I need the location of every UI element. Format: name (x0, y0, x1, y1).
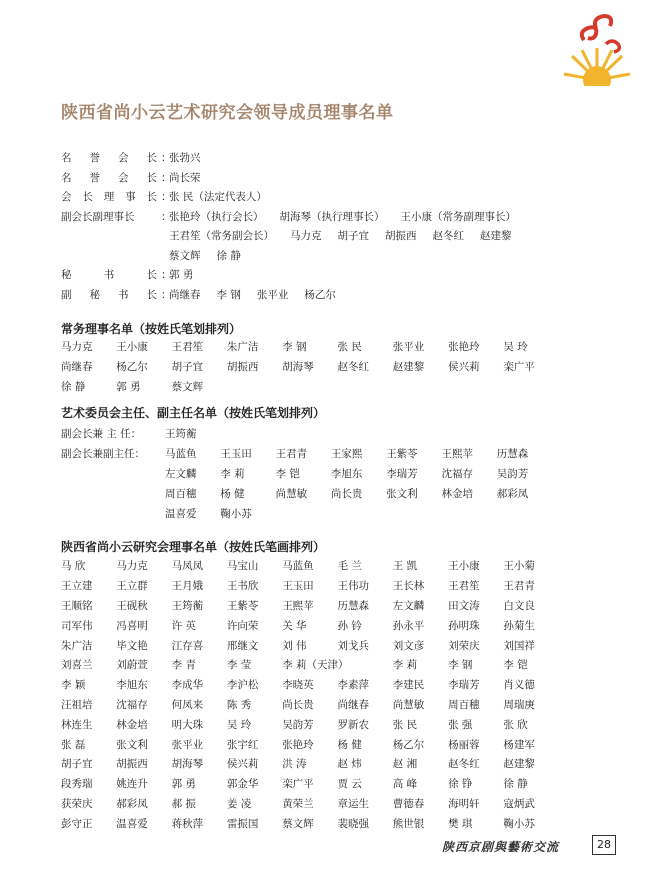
person-name: 张艳玲 (448, 341, 480, 354)
person-name: 许 英 (171, 619, 196, 632)
name-row (61, 377, 559, 397)
leadership-row (61, 226, 581, 246)
person-name: 张 民（法定代表人） (169, 191, 267, 204)
person-name: 徐 静 (503, 778, 528, 791)
person-name: 张宇红 (226, 738, 259, 751)
person-name: 尚长荣 (169, 171, 201, 184)
person-name: 赵 炜 (337, 758, 362, 771)
person-name: 李 莉 (392, 659, 418, 672)
page-title: 陕西省尚小云艺术研究会领导成员理事名单 (61, 103, 394, 123)
person-name: 周百穗 (448, 698, 480, 711)
standing-council-list (61, 337, 559, 396)
name-row (61, 714, 559, 734)
person-name: 李 铠 (275, 467, 300, 480)
leadership-row (61, 285, 581, 305)
label-char: 秘 (89, 288, 100, 301)
person-name: 栾广平 (282, 778, 314, 791)
name-row (61, 754, 559, 774)
person-name: 王顺铭 (61, 599, 93, 612)
label-char: 会 (61, 191, 72, 204)
person-name: 张艳玲 (282, 738, 314, 751)
label-char: 长 (146, 152, 157, 165)
person-name: 王君青 (275, 447, 308, 460)
person-name: 沈福存 (441, 467, 473, 480)
person-name: 李成华 (171, 679, 204, 692)
person-name: 杨乙尔 (304, 288, 336, 301)
person-name: 孙永平 (392, 619, 425, 632)
person-name: 郭金华 (226, 778, 259, 791)
person-name: 王伟功 (337, 580, 369, 593)
person-name: 曹德春 (392, 797, 425, 810)
person-name: 李瑞芳 (448, 679, 480, 692)
deputy-names (165, 506, 276, 521)
person-name: 王月娥 (171, 580, 204, 593)
person-name: 章运生 (337, 797, 369, 810)
person-name: 刘喜兰 (61, 659, 93, 672)
person-name: 李素萍 (337, 679, 369, 692)
person-name: 段秀瑞 (61, 778, 93, 791)
person-name: 胡振西 (116, 758, 148, 771)
person-name: 胡子宜 (171, 361, 204, 374)
name-row (61, 337, 559, 357)
person-name: 王立建 (61, 580, 93, 593)
person-name: 徐 静 (216, 249, 241, 262)
leadership-label (61, 267, 161, 282)
person-name: 栾广平 (503, 361, 535, 374)
person-name: 张文利 (386, 487, 418, 500)
name-row (61, 556, 559, 576)
person-name: 李 钢 (216, 288, 241, 301)
leadership-label (61, 287, 161, 302)
person-name: 李 青 (171, 659, 196, 672)
colon: ： (161, 171, 172, 184)
person-name: 王君笙（常务副会长） (169, 230, 274, 243)
name-row (61, 774, 559, 794)
person-name: 熊世银 (392, 817, 425, 830)
person-name: 高 峰 (392, 778, 418, 791)
person-name: 侯兴莉 (226, 758, 259, 771)
person-name: 海明轩 (448, 797, 480, 810)
person-name: 胡海琴（执行理事长） (279, 210, 385, 223)
deputy-names (165, 486, 552, 501)
person-name: 尚继春 (169, 288, 201, 301)
person-name: 马力克 (290, 230, 322, 243)
person-name: 左文麟 (392, 599, 425, 612)
leadership-label (61, 189, 161, 204)
person-name: 尚继春 (337, 698, 369, 711)
association-logo (562, 14, 632, 92)
person-name: 赵建黎 (480, 230, 512, 243)
label-char: 名 (61, 152, 72, 165)
label-char: 秘 (61, 269, 72, 282)
label-char: 长 (146, 269, 157, 282)
person-name: 王小康 (448, 560, 480, 573)
name-row (61, 695, 559, 715)
deputy-names (165, 446, 552, 461)
person-name: 周瑞庚 (503, 698, 535, 711)
person-name: 明大珠 (171, 718, 204, 731)
colon: ： (161, 288, 172, 301)
person-name: 历慧森 (337, 599, 369, 612)
director-row (61, 423, 552, 443)
person-name: 李 莹 (226, 659, 252, 672)
leadership-names (169, 287, 352, 302)
deputy-row (61, 443, 552, 463)
person-name: 彭守正 (61, 817, 93, 830)
name-row (61, 734, 559, 754)
deputy-names (165, 466, 552, 481)
person-name: 王筠蘅 (171, 599, 204, 612)
person-name: 李建民 (392, 679, 425, 692)
person-name: 胡振西 (385, 230, 417, 243)
person-name: 左文麟 (165, 467, 197, 480)
person-name: 蒋秋萍 (171, 817, 204, 830)
person-name: 王家熙 (330, 447, 363, 460)
label-char: 长 (146, 288, 157, 301)
leadership-names (169, 150, 217, 165)
label-char: 会 (118, 152, 129, 165)
person-name: 张平业 (392, 341, 425, 354)
person-name: 徐 静 (61, 380, 86, 393)
person-name: 张艳玲（执行会长） (169, 210, 264, 223)
label-char: 誉 (89, 152, 100, 165)
deputy-row (61, 483, 552, 503)
person-name: 白文良 (503, 599, 535, 612)
name-row (61, 635, 559, 655)
person-name: 张 强 (448, 718, 473, 731)
person-name: 孙菊生 (503, 619, 535, 632)
person-name: 刘蔚萱 (116, 659, 148, 672)
person-name: 司军伟 (61, 619, 93, 632)
leadership-row (61, 148, 581, 168)
person-name: 马力克 (116, 560, 148, 573)
person-name: 姜 凌 (226, 797, 252, 810)
name-row (61, 596, 559, 616)
label-char: 事 (125, 191, 136, 204)
person-name: 林金培 (441, 487, 473, 500)
person-name: 罗新农 (337, 718, 369, 731)
person-name: 杨 健 (337, 738, 362, 751)
person-name: 获荣庆 (61, 797, 93, 810)
person-name: 马蓝鱼 (165, 447, 197, 460)
person-name: 吴 玲 (503, 341, 528, 354)
person-name: 李瑞芳 (386, 467, 418, 480)
person-name: 吴 玲 (226, 718, 252, 731)
person-name: 尚慧敏 (275, 487, 308, 500)
person-name: 洪 涛 (282, 758, 307, 771)
leadership-label (61, 150, 161, 165)
person-name: 雷振国 (226, 817, 259, 830)
person-name: 王玉田 (282, 580, 314, 593)
person-name: 王熙苹 (282, 599, 314, 612)
person-name: 王砚秋 (116, 599, 148, 612)
person-name: 马 欣 (61, 560, 86, 573)
person-name: 胡子宜 (61, 758, 93, 771)
person-name: 赵建黎 (392, 361, 425, 374)
person-name: 王君笙 (448, 580, 480, 593)
person-name: 胡海琴 (282, 361, 314, 374)
person-name: 姚连升 (116, 778, 148, 791)
label-char: 誉 (89, 171, 100, 184)
person-name: 刘国祥 (503, 639, 535, 652)
person-name: 孙明珠 (448, 619, 480, 632)
person-name: 胡子宜 (337, 230, 369, 243)
person-name: 王熙苹 (441, 447, 473, 460)
person-name: 张 磊 (61, 738, 86, 751)
deputy-row (61, 503, 552, 523)
colon: ： (161, 269, 172, 282)
person-name: 裴晓强 (337, 817, 369, 830)
person-name: 张文利 (116, 738, 148, 751)
person-name: 徐 铮 (448, 778, 473, 791)
label-char: 副会长副理事长 (61, 210, 135, 223)
person-name: 温喜爱 (165, 507, 197, 520)
person-name: 江存喜 (171, 639, 204, 652)
colon: ： (161, 152, 172, 165)
person-name: 郝彩凤 (116, 797, 148, 810)
label-char: 副 (61, 288, 72, 301)
director-label: 副会长兼 主 任： (61, 427, 142, 440)
leadership-list (61, 148, 581, 304)
label-char: 长 (146, 191, 157, 204)
art-committee-heading: 艺术委员会主任、副主任名单（按姓氏笔划排列） (61, 406, 326, 420)
person-name: 杨建军 (503, 738, 535, 751)
name-row (61, 794, 559, 814)
person-name: 马力克 (61, 341, 93, 354)
person-name: 刘戈兵 (337, 639, 369, 652)
person-name: 马凤凤 (171, 560, 204, 573)
person-name: 何凤来 (171, 698, 204, 711)
name-row (61, 576, 559, 596)
label-char: 书 (103, 269, 115, 282)
person-name: 周百穗 (165, 487, 197, 500)
name-row (61, 655, 559, 675)
person-name: 胡振西 (226, 361, 259, 374)
person-name: 温喜爱 (116, 817, 148, 830)
person-name: 朱广洁 (226, 341, 259, 354)
person-name: 许向荣 (226, 619, 259, 632)
name-row (61, 357, 559, 377)
person-name: 李 莉 (220, 467, 245, 480)
person-name: 李旭东 (330, 467, 363, 480)
person-name: 张勃兴 (169, 152, 201, 165)
person-name: 孙 钤 (337, 619, 362, 632)
leadership-names (169, 209, 532, 224)
person-name: 赵 湘 (392, 758, 418, 771)
leadership-names (169, 228, 528, 243)
person-name: 王筠蘅 (165, 427, 197, 440)
person-name: 毛 兰 (337, 560, 362, 573)
deputy-row (61, 463, 552, 483)
leadership-names (169, 248, 257, 263)
person-name: 王紫苓 (386, 447, 418, 460)
person-name: 刘文彦 (392, 639, 425, 652)
leadership-row (61, 246, 581, 266)
person-name: 杨 健 (220, 487, 245, 500)
person-name: 王紫苓 (226, 599, 259, 612)
label-char: 名 (61, 171, 72, 184)
person-name: 张 欣 (503, 718, 528, 731)
person-name: 刘荣庆 (448, 639, 480, 652)
person-name: 尚继春 (61, 361, 93, 374)
person-name: 张 民 (337, 341, 362, 354)
person-name: 李 莉（天津） (282, 659, 349, 672)
art-committee-list (61, 423, 552, 523)
person-name: 王小菊 (503, 560, 535, 573)
person-name: 沈福存 (116, 698, 148, 711)
person-name: 郭 勇 (171, 778, 196, 791)
leadership-row (61, 207, 581, 227)
person-name: 林金培 (116, 718, 148, 731)
person-name: 肖义德 (503, 679, 535, 692)
person-name: 冯喜明 (116, 619, 148, 632)
person-name: 寇炳武 (503, 797, 535, 810)
person-name: 胡海琴 (171, 758, 204, 771)
council-heading: 陕西省尚小云研究会理事名单（按姓氏笔画排列） (61, 540, 326, 554)
person-name: 吴韵芳 (282, 718, 314, 731)
leadership-label (61, 209, 161, 224)
person-name: 李旭东 (116, 679, 148, 692)
person-name: 郝彩凤 (496, 487, 529, 500)
person-name: 王玉田 (220, 447, 252, 460)
person-name: 刘 伟 (282, 639, 307, 652)
person-name: 关 华 (282, 619, 307, 632)
label-char: 长 (82, 191, 93, 204)
person-name: 张 民 (392, 718, 418, 731)
person-name: 杨乙尔 (116, 361, 148, 374)
person-name: 杨丽蓉 (448, 738, 480, 751)
person-name: 贾 云 (337, 778, 362, 791)
person-name: 李 颖 (61, 679, 86, 692)
standing-council-heading: 常务理事名单（按姓氏笔划排列） (61, 322, 242, 336)
person-name: 张平业 (256, 288, 289, 301)
person-name: 吴韵芳 (496, 467, 529, 480)
journal-name: 陕西京剧與藝術交流 (442, 840, 560, 854)
person-name: 侯兴莉 (448, 361, 480, 374)
person-name: 朱广洁 (61, 639, 93, 652)
person-name: 毕文艳 (116, 639, 148, 652)
person-name: 马宝山 (226, 560, 259, 573)
label-char: 书 (118, 288, 129, 301)
person-name: 李沪松 (226, 679, 259, 692)
person-name: 赵冬红 (448, 758, 480, 771)
person-name: 田文涛 (448, 599, 480, 612)
person-name: 马蓝鱼 (282, 560, 314, 573)
person-name: 汪祖培 (61, 698, 93, 711)
leadership-names (169, 170, 217, 185)
leadership-names (169, 189, 283, 204)
person-name: 赵冬红 (432, 230, 464, 243)
person-name: 蔡文辉 (169, 249, 201, 262)
person-name: 郝 振 (171, 797, 196, 810)
colon: ： (161, 210, 172, 223)
person-name: 李晓英 (282, 679, 314, 692)
person-name: 王小康 (116, 341, 148, 354)
name-row (61, 675, 559, 695)
person-name: 鞠小苏 (220, 507, 252, 520)
label-char: 会 (118, 171, 129, 184)
person-name: 林连生 (61, 718, 93, 731)
person-name: 尚慧敏 (392, 698, 425, 711)
leadership-label (61, 170, 161, 185)
person-name: 蔡文辉 (282, 817, 314, 830)
person-name: 王长林 (392, 580, 425, 593)
person-name: 陈 秀 (226, 698, 252, 711)
person-name: 蔡文辉 (171, 380, 204, 393)
person-name: 郭 勇 (116, 380, 141, 393)
leadership-row (61, 187, 581, 207)
person-name: 赵建黎 (503, 758, 535, 771)
colon: ： (161, 191, 172, 204)
person-name: 李 铠 (503, 659, 528, 672)
person-name: 王小康（常务副理事长） (400, 210, 516, 223)
person-name: 黄荣兰 (282, 797, 314, 810)
name-row (61, 615, 559, 635)
person-name: 王立群 (116, 580, 148, 593)
person-name: 郭 勇 (169, 269, 194, 282)
leadership-row (61, 168, 581, 188)
leadership-names (169, 267, 209, 282)
person-name: 赵冬红 (337, 361, 369, 374)
label-char: 长 (146, 171, 157, 184)
deputy-label: 副会长兼副主任： (61, 447, 145, 460)
person-name: 杨乙尔 (392, 738, 425, 751)
leadership-row (61, 265, 581, 285)
person-name: 樊 琪 (448, 817, 473, 830)
person-name: 王君笙 (171, 341, 204, 354)
person-name: 张平业 (171, 738, 204, 751)
person-name: 鞠小苏 (503, 817, 535, 830)
person-name: 邢继文 (226, 639, 259, 652)
person-name: 尚长贵 (330, 487, 363, 500)
person-name: 王君青 (503, 580, 535, 593)
person-name: 尚长贵 (282, 698, 314, 711)
page-number: 28 (592, 835, 616, 855)
name-row (61, 813, 559, 833)
person-name: 历慧森 (496, 447, 529, 460)
person-name: 王 凯 (392, 560, 418, 573)
label-char: 理 (103, 191, 115, 204)
person-name: 李 钢 (282, 341, 307, 354)
person-name: 李 钢 (448, 659, 473, 672)
person-name: 王书欣 (226, 580, 259, 593)
council-member-list (61, 556, 559, 833)
